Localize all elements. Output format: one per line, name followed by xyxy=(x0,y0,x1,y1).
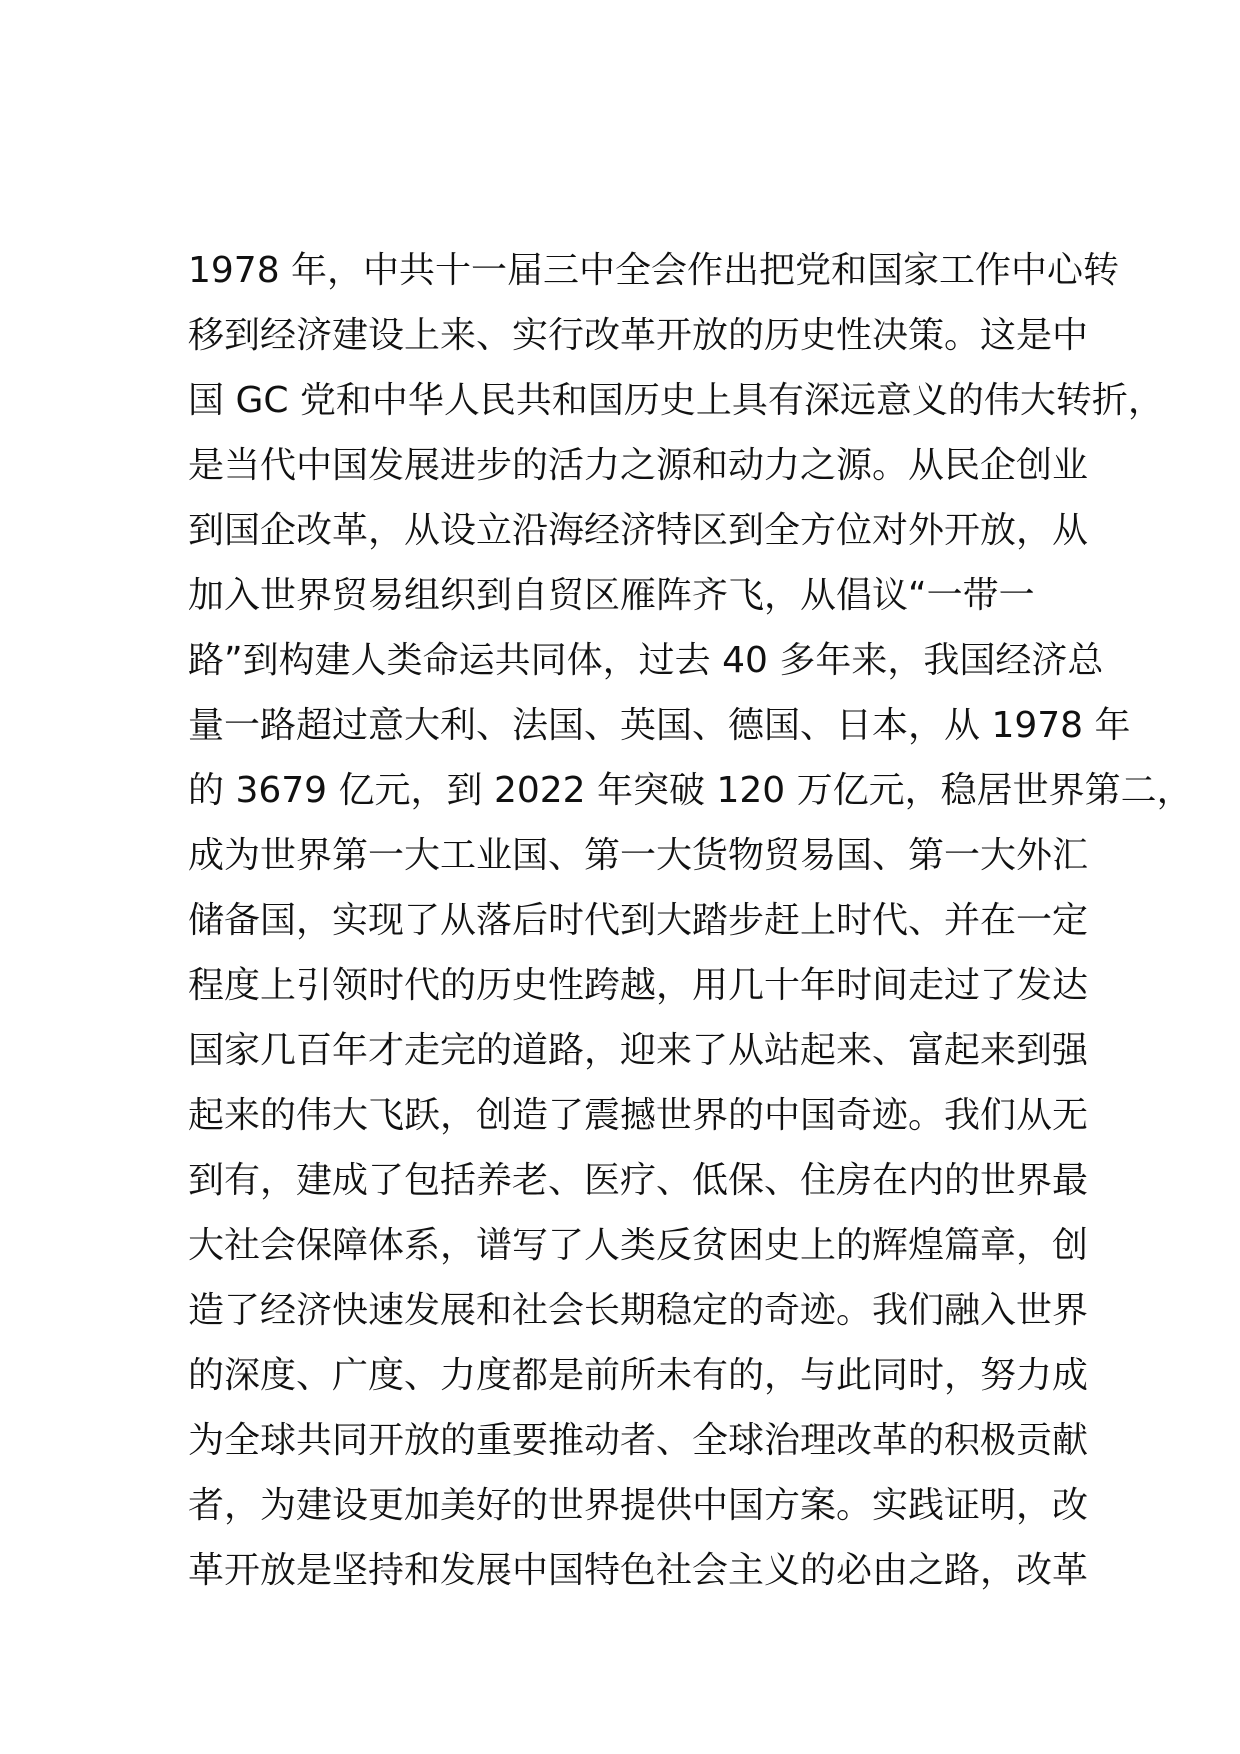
text-line: 储备国，实现了从落后时代到大踏步赶上时代、并在一定 xyxy=(188,900,1089,941)
text-line: 移到经济建设上来、实行改革开放的历史性决策。这是中 xyxy=(188,315,1089,356)
text-line: 起来的伟大飞跃，创造了震撼世界的中国奇迹。我们从无 xyxy=(188,1095,1089,1136)
text-line: 国家几百年才走完的道路，迎来了从站起来、富起来到强 xyxy=(188,1030,1089,1071)
text-line: 的深度、广度、力度都是前所未有的，与此同时，努力成 xyxy=(188,1355,1089,1396)
body-paragraph xyxy=(188,238,1193,1603)
text-line: 程度上引领时代的历史性跨越，用几十年时间走过了发达 xyxy=(188,965,1089,1006)
text-line: 造了经济快速发展和社会长期稳定的奇迹。我们融入世界 xyxy=(188,1290,1089,1331)
text-line: 的 3679 亿元，到 2022 年突破 120 万亿元，稳居世界第二， xyxy=(188,770,1193,811)
text-line: 到有，建成了包括养老、医疗、低保、住房在内的世界最 xyxy=(188,1160,1089,1201)
text-line: 为全球共同开放的重要推动者、全球治理改革的积极贡献 xyxy=(188,1420,1089,1461)
text-line: 量一路超过意大利、法国、英国、德国、日本，从 1978 年 xyxy=(188,705,1131,746)
text-line: 大社会保障体系，谱写了人类反贫困史上的辉煌篇章，创 xyxy=(188,1225,1089,1266)
text-line: 革开放是坚持和发展中国特色社会主义的必由之路，改革 xyxy=(188,1550,1089,1591)
text-line: 加入世界贸易组织到自贸区雁阵齐飞，从倡议“一带一 xyxy=(188,575,1035,616)
text-line: 1978 年，中共十一届三中全会作出把党和国家工作中心转 xyxy=(188,250,1120,291)
text-line: 路”到构建人类命运共同体，过去 40 多年来，我国经济总 xyxy=(188,640,1104,681)
text-line: 是当代中国发展进步的活力之源和动力之源。从民企创业 xyxy=(188,445,1089,486)
text-line: 到国企改革，从设立沿海经济特区到全方位对外开放，从 xyxy=(188,510,1089,551)
text-line: 国 GC 党和中华人民共和国历史上具有深远意义的伟大转折， xyxy=(188,380,1164,421)
text-line: 成为世界第一大工业国、第一大货物贸易国、第一大外汇 xyxy=(188,835,1089,876)
text-line: 者，为建设更加美好的世界提供中国方案。实践证明，改 xyxy=(188,1485,1089,1526)
